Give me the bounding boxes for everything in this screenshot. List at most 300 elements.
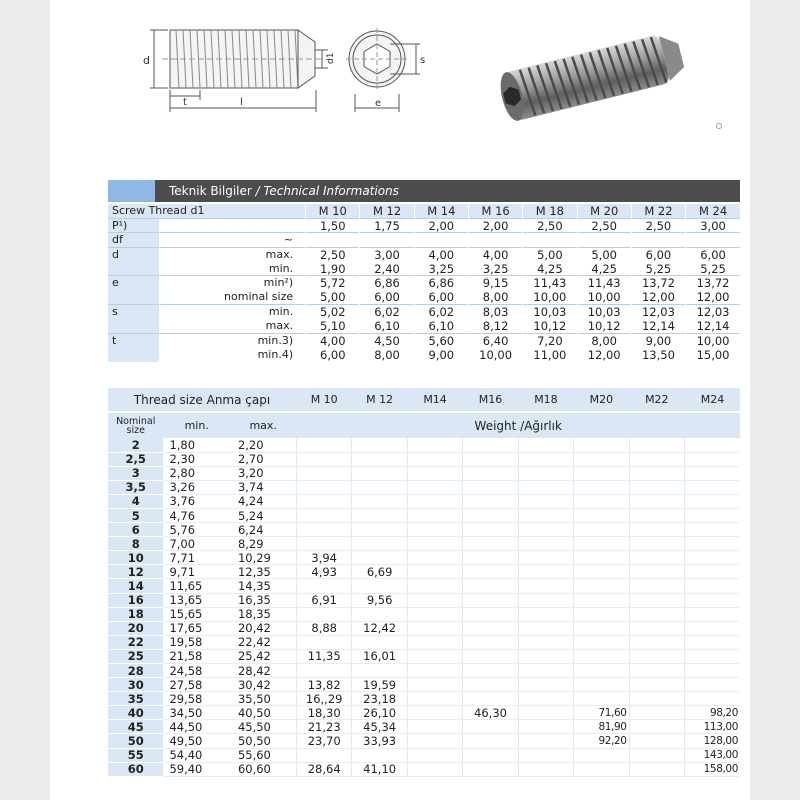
weight-value <box>518 635 573 649</box>
spec-value: 5,72 <box>306 276 360 290</box>
weight-value <box>574 762 629 776</box>
weight-value <box>463 452 518 466</box>
spec-value: 6,86 <box>414 276 468 290</box>
weight-col-header: M14 <box>407 388 462 412</box>
spec-row <box>108 218 740 232</box>
spec-table-header <box>108 180 740 202</box>
max-value: 3,74 <box>230 480 297 494</box>
weight-value <box>352 452 407 466</box>
nominal-size: 35 <box>108 692 163 706</box>
spec-value: 10,03 <box>577 305 631 319</box>
max-value: 28,42 <box>230 664 297 678</box>
spec-row <box>108 334 740 348</box>
max-value: 2,70 <box>230 452 297 466</box>
max-value: 2,20 <box>230 438 297 452</box>
weight-value <box>463 494 518 508</box>
spec-row-label: d <box>108 247 159 261</box>
weight-value <box>629 452 684 466</box>
spec-row <box>108 247 740 261</box>
spec-value <box>360 233 414 247</box>
spec-col-header: M 20 <box>577 204 631 218</box>
weight-value <box>518 438 573 452</box>
weight-value: 21,23 <box>296 720 351 734</box>
spec-row-label: s <box>108 305 159 319</box>
weight-row <box>108 621 740 635</box>
weight-value <box>629 706 684 720</box>
weight-value <box>518 762 573 776</box>
dim-d1-label: d1 <box>326 52 336 64</box>
catalog-page <box>50 0 750 800</box>
spec-value: 11,43 <box>523 276 577 290</box>
weight-value <box>407 523 462 537</box>
spec-row-sub: nominal size <box>159 290 306 304</box>
weight-value <box>574 508 629 522</box>
nominal-size: 6 <box>108 523 163 537</box>
weight-value <box>518 664 573 678</box>
weight-value <box>685 579 740 593</box>
weight-value <box>352 466 407 480</box>
weight-row <box>108 664 740 678</box>
weight-value: 19,59 <box>352 678 407 692</box>
weight-value: 4,93 <box>296 565 351 579</box>
weight-value <box>407 466 462 480</box>
weight-table <box>108 388 740 777</box>
weight-value <box>463 537 518 551</box>
weight-row <box>108 494 740 508</box>
spec-value: 5,25 <box>631 262 685 276</box>
weight-value <box>574 480 629 494</box>
weight-value <box>629 537 684 551</box>
spec-value: 13,72 <box>631 276 685 290</box>
spec-col-header: M 10 <box>306 204 360 218</box>
spec-value: 4,25 <box>523 262 577 276</box>
weight-value: 71,60 <box>574 706 629 720</box>
spec-value: 8,12 <box>468 319 522 333</box>
spec-row-sub: min. <box>159 305 306 319</box>
min-value: 54,40 <box>163 748 230 762</box>
weight-value <box>685 494 740 508</box>
end-view-drawing <box>346 28 420 112</box>
weight-value <box>685 593 740 607</box>
weight-value <box>629 593 684 607</box>
weight-value <box>296 438 351 452</box>
max-value: 55,60 <box>230 748 297 762</box>
weight-row <box>108 649 740 663</box>
nominal-size: 5 <box>108 508 163 522</box>
weight-value <box>463 621 518 635</box>
weight-row <box>108 565 740 579</box>
weight-value <box>463 523 518 537</box>
spec-value: 13,72 <box>686 276 740 290</box>
spec-row-label: t <box>108 334 159 348</box>
dim-t-label: t <box>183 97 187 108</box>
max-value: 50,50 <box>230 734 297 748</box>
min-value: 4,76 <box>163 508 230 522</box>
weight-value <box>352 607 407 621</box>
weight-value <box>518 551 573 565</box>
spec-row-label: e <box>108 276 159 290</box>
min-value: 15,65 <box>163 607 230 621</box>
weight-value <box>407 607 462 621</box>
nominal-size: 45 <box>108 720 163 734</box>
spec-value <box>414 233 468 247</box>
spec-value: 6,02 <box>414 305 468 319</box>
spec-value: 12,14 <box>686 319 740 333</box>
weight-value: 26,10 <box>352 706 407 720</box>
spec-value: 10,03 <box>523 305 577 319</box>
spec-table-title-en: / Technical Informations <box>255 184 399 198</box>
weight-value <box>574 678 629 692</box>
spec-value: 12,14 <box>631 319 685 333</box>
weight-value <box>685 635 740 649</box>
spec-row-sub: max. <box>159 247 306 261</box>
spec-value: 2,40 <box>360 262 414 276</box>
spec-value: 10,12 <box>523 319 577 333</box>
nominal-size: 3,5 <box>108 480 163 494</box>
weight-value <box>629 607 684 621</box>
nominal-size: 16 <box>108 593 163 607</box>
weight-value <box>407 734 462 748</box>
weight-value <box>574 565 629 579</box>
weight-header: Weight /Ağırlık <box>296 412 740 438</box>
weight-value <box>463 720 518 734</box>
nominal-size: 40 <box>108 706 163 720</box>
weight-value <box>518 593 573 607</box>
weight-value <box>463 692 518 706</box>
weight-value <box>296 748 351 762</box>
weight-value: 13,82 <box>296 678 351 692</box>
min-value: 3,26 <box>163 480 230 494</box>
weight-row <box>108 720 740 734</box>
spec-table-title: Teknik Bilgiler <box>169 184 252 198</box>
weight-value: 46,30 <box>463 706 518 720</box>
screw-thread-label: Screw Thread d1 <box>108 204 306 218</box>
weight-col-header: M22 <box>629 388 684 412</box>
weight-value <box>629 621 684 635</box>
spec-value: 12,00 <box>631 290 685 304</box>
weight-value <box>296 480 351 494</box>
weight-value <box>463 466 518 480</box>
min-value: 29,58 <box>163 692 230 706</box>
weight-value: 33,93 <box>352 734 407 748</box>
spec-row <box>108 276 740 290</box>
spec-value: 3,25 <box>468 262 522 276</box>
spec-col-header: M 12 <box>360 204 414 218</box>
spec-value: 4,00 <box>468 247 522 261</box>
spec-value: 6,86 <box>360 276 414 290</box>
weight-value <box>352 523 407 537</box>
dim-s-label: s <box>420 55 426 66</box>
weight-value <box>463 480 518 494</box>
weight-col-header: M20 <box>574 388 629 412</box>
spec-value <box>468 233 522 247</box>
weight-value <box>296 523 351 537</box>
spec-value: 2,50 <box>306 247 360 261</box>
weight-value <box>629 678 684 692</box>
weight-value <box>463 593 518 607</box>
spec-value: 2,00 <box>414 218 468 232</box>
weight-value <box>463 607 518 621</box>
spec-value <box>631 233 685 247</box>
weight-value <box>463 438 518 452</box>
weight-value <box>352 438 407 452</box>
spec-value: 6,00 <box>686 247 740 261</box>
weight-col-header: M16 <box>463 388 518 412</box>
weight-col-header: M 12 <box>352 388 407 412</box>
weight-value <box>574 438 629 452</box>
weight-value <box>463 579 518 593</box>
spec-row-label <box>108 319 159 333</box>
nominal-size: 4 <box>108 494 163 508</box>
weight-value <box>685 523 740 537</box>
spec-value: 2,50 <box>523 218 577 232</box>
spec-value: 5,10 <box>306 319 360 333</box>
nominal-size-header: Nominal size <box>108 412 163 438</box>
spec-row-sub: ~ <box>159 233 306 247</box>
weight-value <box>518 607 573 621</box>
weight-value <box>629 692 684 706</box>
max-value: 40,50 <box>230 706 297 720</box>
nominal-size: 10 <box>108 551 163 565</box>
spec-row-sub <box>159 218 306 232</box>
weight-value <box>574 621 629 635</box>
page-marker-icon <box>716 123 722 129</box>
spec-value <box>523 233 577 247</box>
spec-row-label <box>108 290 159 304</box>
spec-value: 6,00 <box>414 290 468 304</box>
max-value: 25,42 <box>230 649 297 663</box>
spec-value: 8,03 <box>468 305 522 319</box>
weight-value <box>685 537 740 551</box>
weight-value <box>296 508 351 522</box>
spec-row <box>108 305 740 319</box>
weight-value <box>629 438 684 452</box>
weight-row <box>108 579 740 593</box>
weight-row <box>108 508 740 522</box>
nominal-size: 55 <box>108 748 163 762</box>
spec-value: 11,43 <box>577 276 631 290</box>
spec-value: 5,00 <box>306 290 360 304</box>
spec-value: 6,02 <box>360 305 414 319</box>
spec-value: 10,00 <box>686 334 740 348</box>
weight-value <box>518 649 573 663</box>
max-value: 16,35 <box>230 593 297 607</box>
spec-value: 9,15 <box>468 276 522 290</box>
spec-value: 6,10 <box>414 319 468 333</box>
weight-value: 128,00 <box>685 734 740 748</box>
weight-value <box>518 480 573 494</box>
min-value: 13,65 <box>163 593 230 607</box>
weight-value <box>629 579 684 593</box>
weight-col-header: M18 <box>518 388 573 412</box>
weight-value <box>685 664 740 678</box>
weight-row <box>108 523 740 537</box>
min-value: 2,80 <box>163 466 230 480</box>
weight-row <box>108 593 740 607</box>
weight-row <box>108 706 740 720</box>
weight-value <box>685 678 740 692</box>
nominal-size: 2 <box>108 438 163 452</box>
weight-row <box>108 452 740 466</box>
spec-col-header: M 24 <box>686 204 740 218</box>
weight-value <box>407 720 462 734</box>
weight-value: 81,90 <box>574 720 629 734</box>
spec-value: 11,00 <box>523 348 577 362</box>
weight-value <box>463 748 518 762</box>
weight-value <box>629 748 684 762</box>
weight-value <box>629 649 684 663</box>
weight-value <box>574 466 629 480</box>
nominal-size: 22 <box>108 635 163 649</box>
spec-value: 4,00 <box>414 247 468 261</box>
weight-value <box>685 692 740 706</box>
weight-value <box>352 635 407 649</box>
spec-row <box>108 290 740 304</box>
weight-row <box>108 438 740 452</box>
max-value: 14,35 <box>230 579 297 593</box>
weight-value <box>518 748 573 762</box>
spec-value <box>577 233 631 247</box>
spec-value: 8,00 <box>468 290 522 304</box>
weight-value: 6,91 <box>296 593 351 607</box>
spec-col-header: M 22 <box>631 204 685 218</box>
min-value: 59,40 <box>163 762 230 776</box>
spec-value: 3,00 <box>360 247 414 261</box>
spec-row-sub: min.4) <box>159 348 306 362</box>
spec-value: 9,00 <box>414 348 468 362</box>
weight-value: 113,00 <box>685 720 740 734</box>
weight-value: 9,56 <box>352 593 407 607</box>
weight-value <box>574 537 629 551</box>
weight-value <box>463 649 518 663</box>
weight-value <box>296 466 351 480</box>
weight-value <box>685 649 740 663</box>
weight-value <box>518 579 573 593</box>
weight-value <box>629 565 684 579</box>
weight-value <box>629 551 684 565</box>
weight-value: 92,20 <box>574 734 629 748</box>
min-value: 7,00 <box>163 537 230 551</box>
spec-col-header: M 18 <box>523 204 577 218</box>
weight-value <box>574 579 629 593</box>
weight-value <box>407 551 462 565</box>
weight-value <box>518 523 573 537</box>
max-value: 35,50 <box>230 692 297 706</box>
max-value: 5,24 <box>230 508 297 522</box>
min-value: 3,76 <box>163 494 230 508</box>
weight-value <box>629 466 684 480</box>
max-value: 4,24 <box>230 494 297 508</box>
weight-value <box>463 565 518 579</box>
dim-e-label: e <box>375 98 382 109</box>
weight-value <box>629 720 684 734</box>
weight-value: 28,64 <box>296 762 351 776</box>
spec-value: 12,00 <box>577 348 631 362</box>
weight-value <box>685 452 740 466</box>
max-value: 6,24 <box>230 523 297 537</box>
weight-value <box>296 579 351 593</box>
weight-value <box>407 494 462 508</box>
weight-value <box>296 607 351 621</box>
weight-value <box>685 466 740 480</box>
weight-value <box>629 635 684 649</box>
weight-value <box>352 551 407 565</box>
spec-value: 12,03 <box>631 305 685 319</box>
spec-value: 5,60 <box>414 334 468 348</box>
max-value: 30,42 <box>230 678 297 692</box>
weight-value <box>518 537 573 551</box>
weight-value <box>407 452 462 466</box>
max-value: 22,42 <box>230 635 297 649</box>
spec-value: 6,00 <box>631 247 685 261</box>
weight-value: 18,30 <box>296 706 351 720</box>
weight-table-grid <box>108 388 740 777</box>
weight-value: 45,34 <box>352 720 407 734</box>
weight-value <box>407 664 462 678</box>
nominal-size: 25 <box>108 649 163 663</box>
weight-value <box>685 438 740 452</box>
spec-value: 15,00 <box>686 348 740 362</box>
weight-row <box>108 734 740 748</box>
spec-col-header: M 14 <box>414 204 468 218</box>
weight-value <box>518 452 573 466</box>
spec-col-header: M 16 <box>468 204 522 218</box>
weight-value <box>574 523 629 537</box>
nominal-size: 12 <box>108 565 163 579</box>
weight-value <box>463 664 518 678</box>
spec-value: 9,00 <box>631 334 685 348</box>
weight-value: 23,70 <box>296 734 351 748</box>
spec-row-label: P¹) <box>108 218 159 232</box>
spec-value: 2,00 <box>468 218 522 232</box>
weight-value <box>518 734 573 748</box>
technical-drawing <box>50 0 750 140</box>
weight-value <box>629 480 684 494</box>
spec-row-label: df <box>108 233 159 247</box>
min-value: 44,50 <box>163 720 230 734</box>
weight-value <box>463 734 518 748</box>
spec-row <box>108 319 740 333</box>
spec-value: 13,50 <box>631 348 685 362</box>
max-value: 10,29 <box>230 551 297 565</box>
spec-value: 10,00 <box>468 348 522 362</box>
weight-value <box>574 635 629 649</box>
weight-value <box>629 664 684 678</box>
nominal-size: 50 <box>108 734 163 748</box>
weight-value <box>407 706 462 720</box>
spec-value: 6,40 <box>468 334 522 348</box>
weight-value <box>685 607 740 621</box>
weight-value <box>574 649 629 663</box>
nominal-size: 8 <box>108 537 163 551</box>
weight-value <box>407 438 462 452</box>
weight-value <box>685 621 740 635</box>
spec-row <box>108 348 740 362</box>
max-value: 18,35 <box>230 607 297 621</box>
weight-value <box>352 664 407 678</box>
spec-value: 1,90 <box>306 262 360 276</box>
weight-value <box>518 678 573 692</box>
weight-value <box>629 734 684 748</box>
weight-value <box>407 621 462 635</box>
spec-value: 3,00 <box>686 218 740 232</box>
weight-value <box>352 508 407 522</box>
min-value: 27,58 <box>163 678 230 692</box>
spec-row-sub: min. <box>159 262 306 276</box>
dim-l-label: l <box>240 97 243 108</box>
weight-value <box>407 635 462 649</box>
spec-value: 10,12 <box>577 319 631 333</box>
